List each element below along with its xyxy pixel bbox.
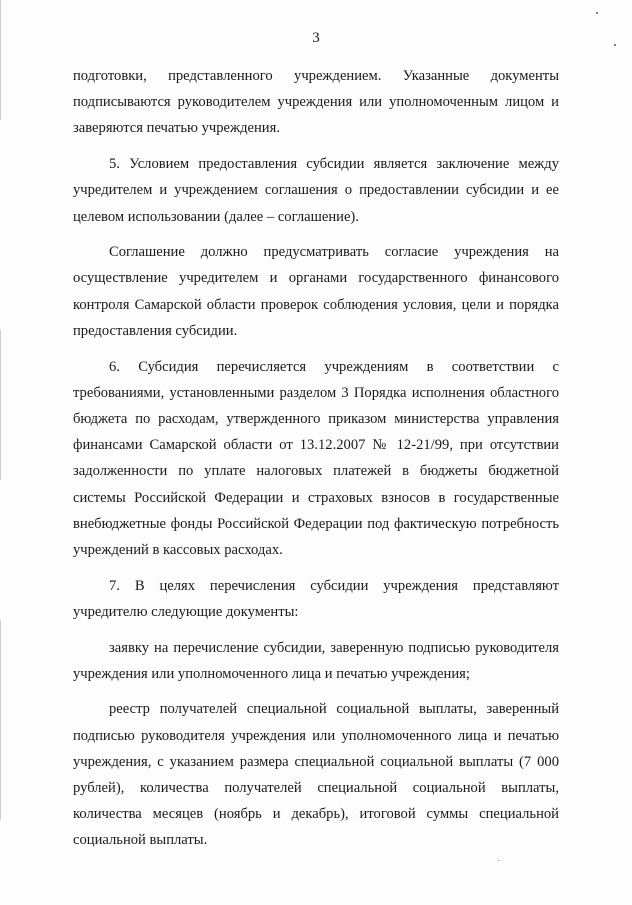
paragraph-application: заявку на перечисление субсидии, заверенную подписью руководителя учреждения или уполномоченного лица и печатью учреждения; <box>73 639 559 682</box>
paragraph-item-6: 6. Субсидия перечисляется учреждениям в соответствии с требованиями, установленными разделом 3 Порядка исполнения областного бюджета по расходам, утвержденного приказом министерства управления финансами Самарской области от 13.12.2007 № 12-21/99, при отсутствии задолженности по уплате налоговых платежей в бюджеты бюджетной системы Российской Федерации и страховых взносов в государственные внебюджетные фонды Российской Федерации под фактическую потребность учреждений в кассовых расходах. <box>73 358 559 558</box>
page-number: 3 <box>312 30 320 46</box>
paragraph-agreement: Соглашение должно предусматривать согласие учреждения на осуществление учредителем и органами государственного финансового контроля Самарской области проверок соблюдения условия, цели и порядка предоставления субсидии. <box>73 244 559 339</box>
document-body <box>73 63 559 854</box>
paragraph-item-5: 5. Условием предоставления субсидии является заключение между учредителем и учреждением соглашения о предоставлении субсидии и ее целевом использовании (далее – соглашение). <box>73 156 559 225</box>
scan-speck <box>596 12 598 14</box>
paragraph-continuation: подготовки, представленного учреждением. Указанные документы подписываются руководителем учреждения или уполномоченным лицом и заверяются печатью учреждения. <box>73 68 559 137</box>
paragraph-registry: реестр получателей специальной социальной выплаты, заверенный подписью руководителя учреждения или уполномоченного лица и печатью учреждения, с указанием размера специальной социальной выплаты (7 000 рублей), количества получателей специальной социальной выплаты, количества месяцев (ноябрь и декабрь), итоговой суммы специальной социальной выплаты. <box>73 701 559 849</box>
scan-speck <box>498 860 499 861</box>
scan-edge-mark <box>0 330 1 480</box>
paragraph-item-7: 7. В целях перечисления субсидии учреждения представляют учредителю следующие документы: <box>73 577 559 620</box>
scan-edge-mark <box>0 620 1 820</box>
scan-edge-mark <box>0 0 1 120</box>
